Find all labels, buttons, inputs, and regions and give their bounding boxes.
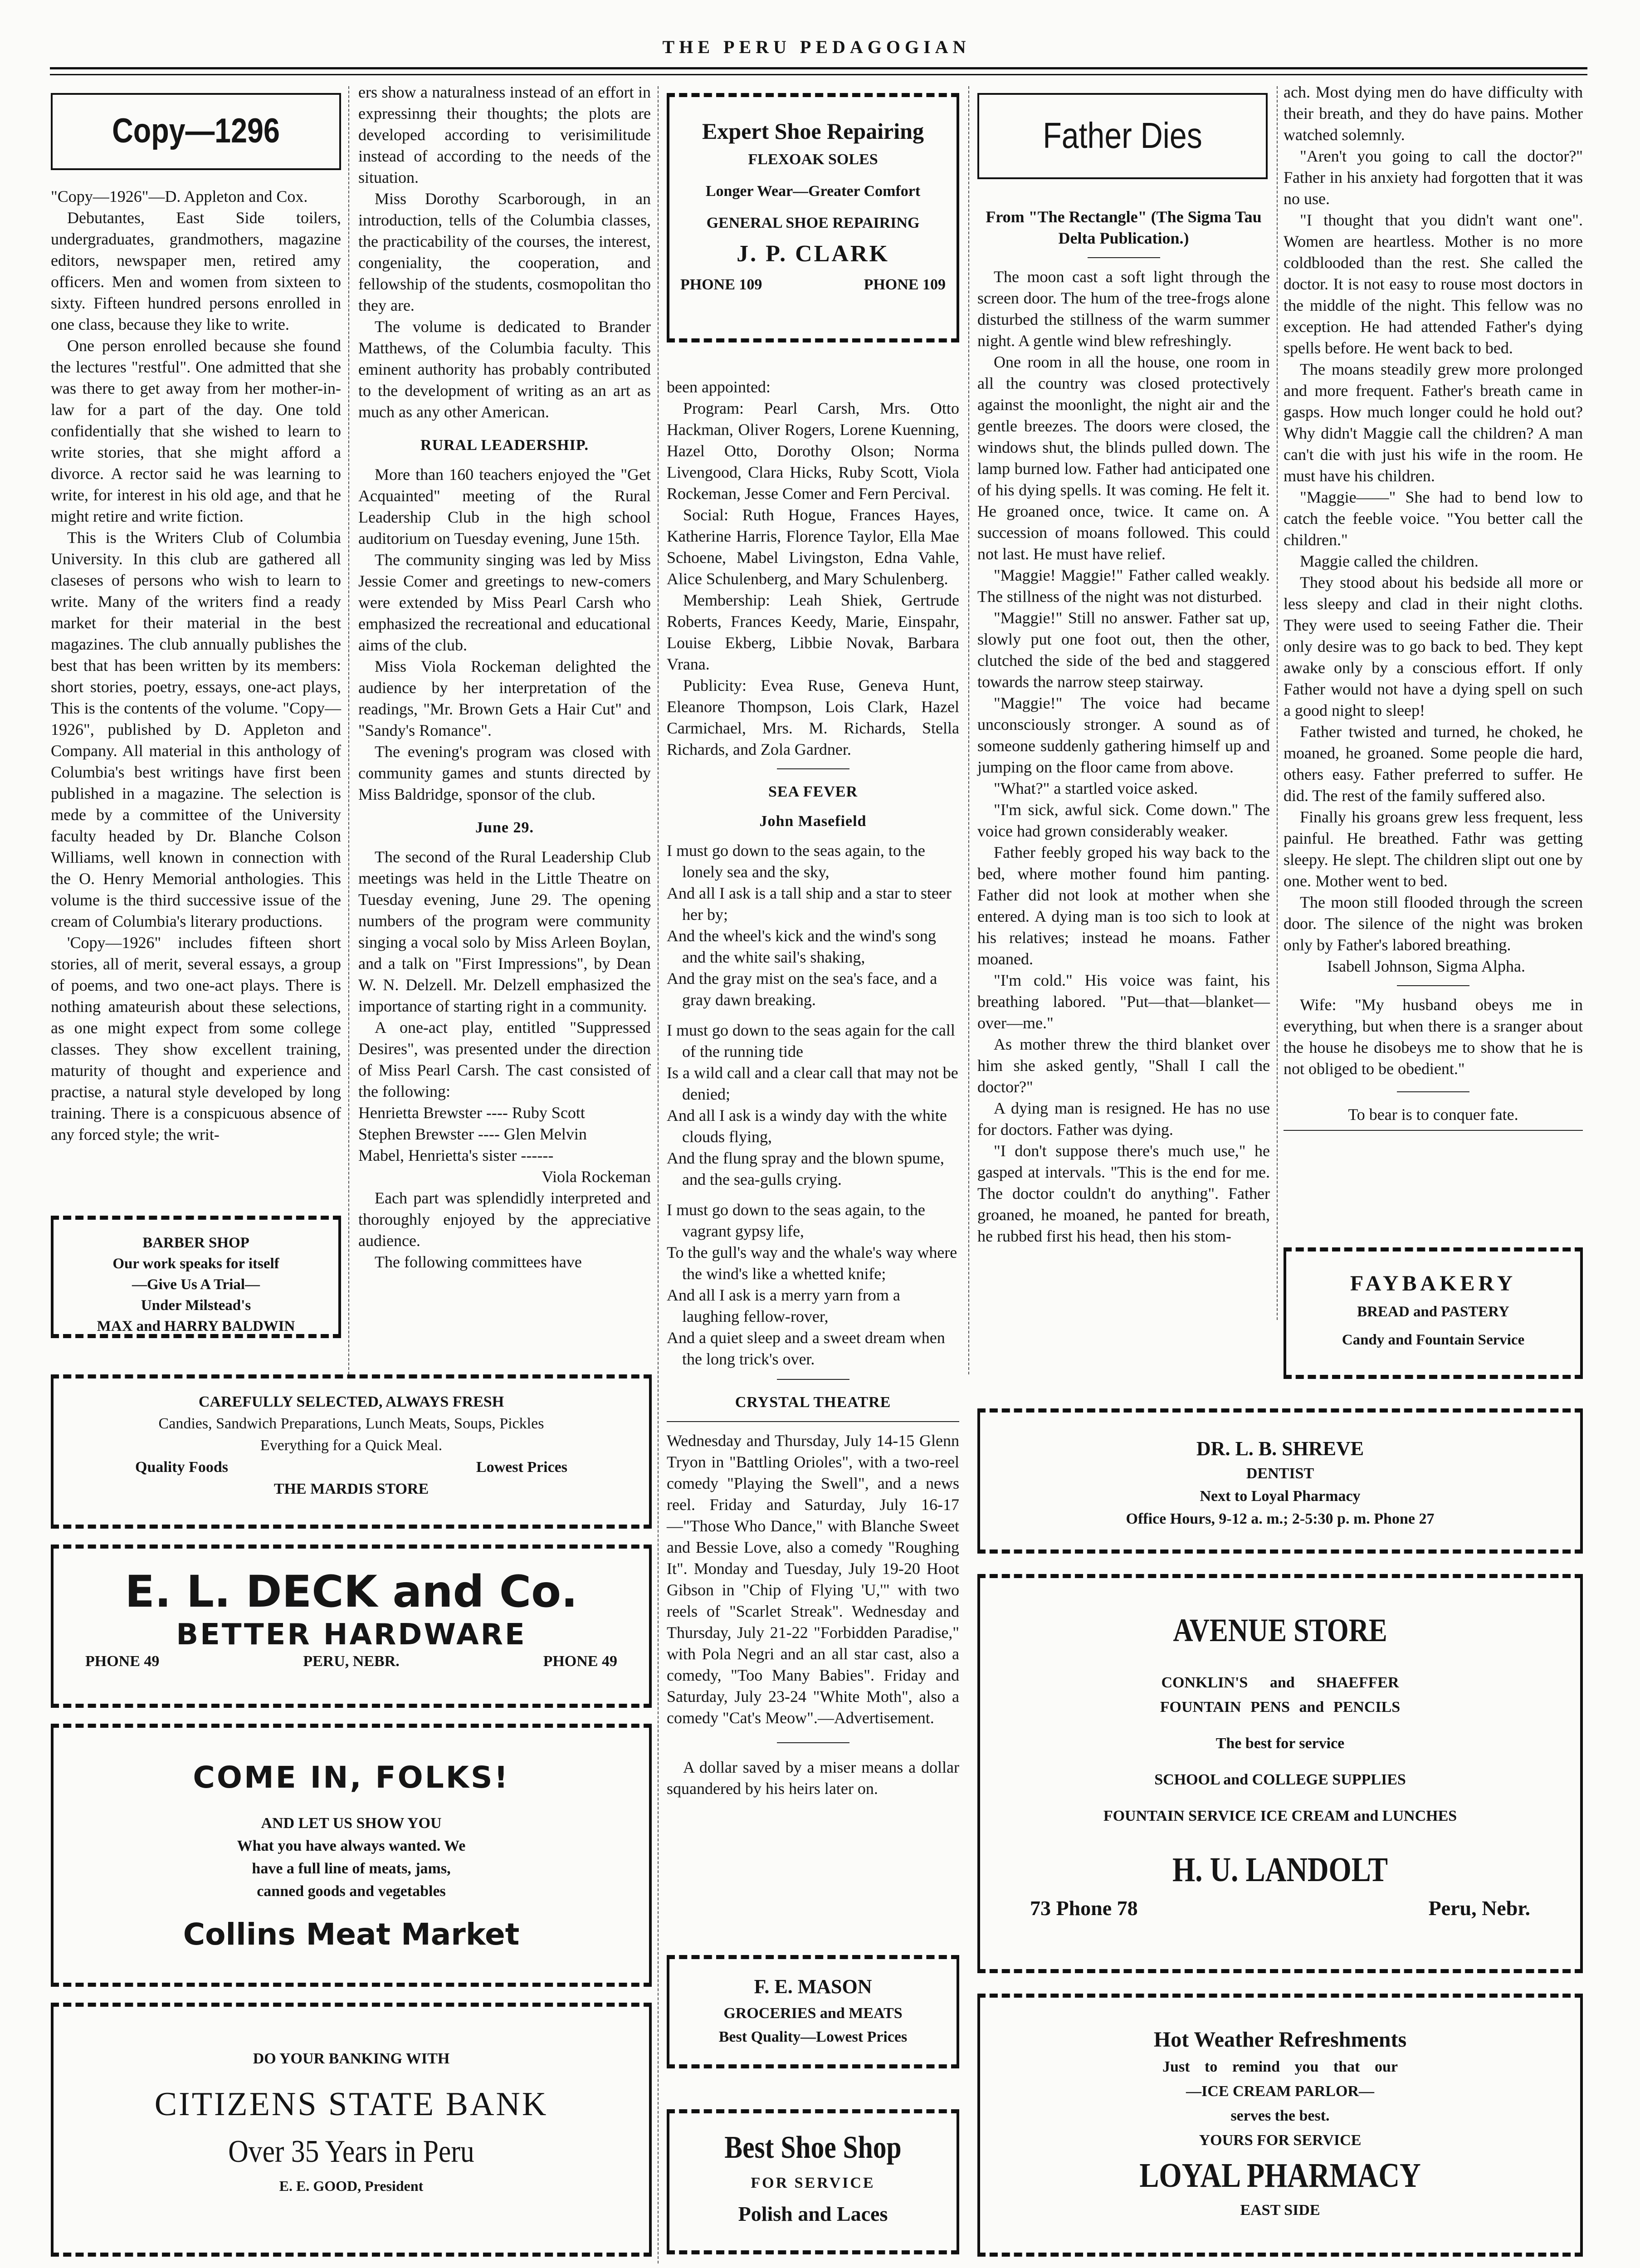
paragraph: As mother threw the third blanket over him she asked gently, "Shall I call the doctor?" xyxy=(977,1035,1270,1096)
separator xyxy=(777,1742,849,1743)
poem-line xyxy=(667,1285,959,1327)
poem-line-text: Is a wild call and a clear call that may not be denied; xyxy=(667,1064,958,1103)
ad-line: Over 35 Years in Peru xyxy=(228,2134,474,2169)
ad-line: FOUNTAIN PENS and PENCILS xyxy=(1160,1699,1401,1716)
separator xyxy=(1397,985,1469,986)
ad-line: What you have always wanted. We xyxy=(237,1838,466,1854)
paragraph: The evening's program was closed with community games and stunts directed by Miss Baldridge, sponsor of the club. xyxy=(358,743,651,803)
paragraph: The moans steadily grew more prolonged and more frequent. Father's breath came in gasps. How much longer could he hold out? Why didn't Maggie call the children? A man can't die with just his wife in the room. He must have his children. xyxy=(1284,360,1583,485)
ad-phone: PHONE 49 xyxy=(85,1653,160,1670)
paragraph: The moon still flooded through the screen door. The silence of the night was broken only by Father's labored breathing. xyxy=(1284,893,1583,954)
ad-line: FOUNTAIN SERVICE ICE CREAM and LUNCHES xyxy=(1103,1808,1457,1824)
poem-line xyxy=(667,1105,959,1148)
column-5 xyxy=(1284,82,1583,1139)
article-title: Father Dies xyxy=(1043,115,1202,156)
ad-line: —ICE CREAM PARLOR— xyxy=(1186,2083,1374,2100)
ad-title: Hot Weather Refreshments xyxy=(1153,2028,1407,2052)
ad-line: Quality Foods xyxy=(135,1459,228,1476)
section-heading: SEA FEVER xyxy=(768,783,858,800)
poem-line xyxy=(667,1242,959,1285)
poem-line-text: And all I ask is a windy day with the white clouds flying, xyxy=(667,1106,947,1146)
paragraph: One room in all the house, one room in all the country was closed protectively against the moonlight, the night air and the gentle breezes. The doors were closed, the windows shut, the blinds pulled down. The lamp burned low. Father had anticipated one of his dying spells. It was coming. He felt it. He groaned once, twice. It came on. A succession of moans followed. This could not last. He must have relief. xyxy=(977,353,1270,563)
paragraph: Miss Viola Rockeman delighted the audience by her interpretation of the readings, "Mr. Brown Gets a Hair Cut" and "Sandy's Romance". xyxy=(358,657,651,739)
ad-line: canned goods and vegetables xyxy=(257,1883,446,1900)
ad-name: Best Shoe Shop xyxy=(724,2130,902,2165)
paragraph: "I don't suppose there's much use," he gasped at intervals. "This is the end for me. The doctor couldn't do anything". Father groaned, he moaned, he panted for breath, he rubbed first his head, then his stom- xyxy=(977,1142,1270,1245)
section-heading: RURAL LEADERSHIP. xyxy=(420,437,589,454)
copy-article xyxy=(51,186,341,1145)
article-source: From "The Rectangle" (The Sigma Tau Delta Publication.) xyxy=(986,208,1262,247)
poem-line xyxy=(667,925,959,968)
ad-phone: 73 Phone 78 xyxy=(1030,1897,1138,1920)
ad-line: BREAD and PASTERY xyxy=(1357,1304,1509,1320)
ad-name: DR. L. B. SHREVE xyxy=(1196,1437,1364,1460)
ad-row xyxy=(980,1895,1580,1922)
ad-line: Just to remind you that our xyxy=(1162,2058,1398,2075)
ad-subtitle: BETTER HARDWARE xyxy=(176,1618,527,1652)
poem-line xyxy=(667,1327,959,1370)
paragraph: The community singing was led by Miss Jessie Comer and greetings to new-comers were extended by Miss Pearl Carsh who emphasized the recreational and educational aims of the club. xyxy=(358,551,651,654)
poem-line xyxy=(667,883,959,925)
ad-line: Polish and Laces xyxy=(738,2202,888,2225)
paragraph: The moon cast a soft light through the screen door. The hum of the tree-frogs alone disturbed the stillness of the warm summer night. A gentle wind blew refreshingly. xyxy=(977,268,1270,350)
poem-line xyxy=(667,1062,959,1105)
paragraph: A one-act play, entitled "Suppressed Desires", was presented under the direction of Miss Pearl Carsh. The cast consisted of the following: xyxy=(358,1018,651,1100)
poem-line-text: And the flung spray and the blown spume, and the sea-gulls crying. xyxy=(667,1149,944,1188)
ad-phone: PHONE 109 xyxy=(864,276,946,293)
ad-line: Best Quality—Lowest Prices xyxy=(718,2028,908,2045)
column-rule xyxy=(348,86,349,1374)
poem-line-text: And a quiet sleep and a sweet dream when the long trick's over. xyxy=(667,1329,945,1368)
mardis-store-ad xyxy=(51,1374,652,1529)
ad-line: Under Milstead's xyxy=(141,1297,251,1314)
paragraph: ers show a naturalness instead of an effort in expressinng their thoughts; the plots are developed according to verisimilitude instead of according to the needs of the situation. xyxy=(358,83,651,186)
poem xyxy=(667,840,959,1370)
poem-line-text: I must go down to the seas again for the call of the running tide xyxy=(667,1021,955,1061)
poem-line xyxy=(667,1148,959,1190)
paragraph: "Aren't you going to call the doctor?" Father in his anxiety had forgotten that it was no use. xyxy=(1284,147,1583,208)
paragraph: Membership: Leah Shiek, Gertrude Roberts, Frances Keedy, Marie, Einspahr, Louise Ekberg, Libbie Novak, Barbara Vrana. xyxy=(667,591,959,673)
ad-town: PERU, NEBR. xyxy=(303,1653,400,1670)
ad-line: Candy and Fountain Service xyxy=(1342,1332,1525,1348)
paragraph: "Maggie! Maggie!" Father called weakly. The stillness of the night was not disturbed. xyxy=(977,566,1270,606)
ad-name: J. P. CLARK xyxy=(737,241,889,267)
paragraph: Each part was splendidly interpreted and thoroughly enjoyed by the appreciative audience. xyxy=(358,1189,651,1250)
poem-line-text: And all I ask is a tall ship and a star to steer her by; xyxy=(667,884,952,924)
poem-line-text: I must go down to the seas again, to the lonely sea and the sky, xyxy=(667,841,925,881)
ad-line: DO YOUR BANKING WITH xyxy=(253,2050,450,2067)
ad-line: Everything for a Quick Meal. xyxy=(260,1437,443,1454)
paragraph: Finally his groans grew less frequent, less painful. He breathed. Fathr was getting sleepy. He slept. The children slipt out one by one. Mother went to bed. xyxy=(1284,808,1583,890)
ad-name: E. L. DECK and Co. xyxy=(125,1566,578,1617)
paragraph: ach. Most dying men do have difficulty with their breath, and they do have pains. Mother watched solemnly. xyxy=(1284,83,1583,144)
paragraph: 'Copy—1926" includes fifteen short stories, all of merit, several essays, a group of poems, and two one-act plays. There is nothing amateurish about these selections, as one might expect from some college classes. They show excellent training, maturity of thought and experience and practise, a natural style developed by long training. There is a conspicuous absence of any forced style; the writ- xyxy=(51,934,341,1144)
ad-title: COME IN, FOLKS! xyxy=(193,1760,510,1795)
section-heading: CRYSTAL THEATRE xyxy=(735,1394,891,1411)
paragraph: "Maggie——" She had to bend low to catch the feeble voice. "You better call the children." xyxy=(1284,488,1583,549)
copy-title-box xyxy=(51,93,341,170)
paragraph: Miss Dorothy Scarborough, in an introduction, tells of the Columbia classes, the practicability of the courses, the interest, congeniality, the cooperation, and fellowship of the students, cosmopolitan tho they are. xyxy=(358,190,651,314)
poem-line-text: And the gray mist on the sea's face, and a gray dawn breaking. xyxy=(667,969,937,1009)
shreve-dentist-ad xyxy=(977,1408,1583,1554)
poem-line xyxy=(667,1199,959,1242)
ad-owner: H. U. LANDOLT xyxy=(1172,1851,1388,1889)
paragraph: Wednesday and Thursday, July 14-15 Glenn Tryon in "Battling Orioles", with a two-reel comedy "Playing the Swell", and a news reel. Friday and Saturday, July 16-17—"Those Who Dance," with Blanche Sweet and Bessie Love, also a comedy "Roughing It". Monday and Tuesday, July 19-20 Hoot Gibson in "Chip of Flying 'U,'" with two reels of "Scarlet Streak". Wednesday and Thursday, July 21-22 "Forbidden Paradise," with Pola Negri and an all star cast, also a comedy, "Too Many Babies". Friday and Saturday, July 23-24 "White Moth", also a comedy "Cat's Meow".—Advertisement. xyxy=(667,1432,959,1727)
father-dies-article xyxy=(977,206,1270,1247)
ad-row xyxy=(54,1457,649,1478)
barber-ad xyxy=(51,1216,341,1338)
ad-line: Next to Loyal Pharmacy xyxy=(1200,1488,1361,1505)
best-shoe-shop-ad xyxy=(667,2109,959,2254)
ad-phone-row xyxy=(669,272,957,298)
paragraph: Father twisted and turned, he choked, he moaned, he groaned. Some people die hard, others easy. Father preferred to suffer. He did. The rest of the family suffered also. xyxy=(1284,723,1583,805)
ad-line: GENERAL SHOE REPAIRING xyxy=(706,215,920,231)
section-heading: June 29. xyxy=(475,819,534,836)
ad-line: EAST SIDE xyxy=(1240,2202,1320,2219)
paragraph: "Copy—1926"—D. Appleton and Cox. xyxy=(51,187,308,205)
ad-line: Candies, Sandwich Preparations, Lunch Meats, Soups, Pickles xyxy=(158,1415,544,1432)
paragraph: Program: Pearl Carsh, Mrs. Otto Hackman, Oliver Rogers, Lorene Kuenning, Hazel Otto, Dorothy Olson; Norma Livengood, Clara Hicks, Ruby Scott, Viola Rockeman, Jesse Comer and Fern Percival. xyxy=(667,399,959,503)
poem-stanza xyxy=(667,840,959,1011)
separator xyxy=(1088,257,1160,258)
poem-stanza xyxy=(667,1020,959,1190)
ad-name: CITIZENS STATE BANK xyxy=(154,2086,548,2123)
cast-line: Mabel, Henrietta's sister ------ xyxy=(358,1146,554,1164)
shoe-repair-ad xyxy=(667,93,959,342)
father-title-box xyxy=(977,93,1268,179)
paragraph: They stood about his bedside all more or less sleepy and clad in their night cloths. They were used to seeing Father die. Their only desire was to go back to bed. They kept awake only by a conscious effort. If only Father would not have a dying spell on such a good night to sleep! xyxy=(1284,573,1583,719)
paragraph: The following committees have xyxy=(375,1253,582,1271)
paragraph: Maggie called the children. xyxy=(1300,552,1479,570)
paragraph: To bear is to conquer fate. xyxy=(1348,1105,1518,1124)
column-3 xyxy=(667,376,959,1799)
paragraph: A dying man is resigned. He has no use for doctors. Father was dying. xyxy=(977,1099,1270,1139)
separator xyxy=(1397,1091,1469,1092)
column-2 xyxy=(358,82,651,1273)
poem-line-text: I must go down to the seas again, to the vagrant gypsy life, xyxy=(667,1201,925,1240)
ad-line: E. E. GOOD, President xyxy=(279,2178,424,2194)
poem-line-text: And the wheel's kick and the wind's song and the white sail's shaking, xyxy=(667,927,936,966)
ad-line: CAREFULLY SELECTED, ALWAYS FRESH xyxy=(198,1393,504,1410)
separator xyxy=(667,1421,959,1422)
poem-line xyxy=(667,840,959,883)
cast-line: Henrietta Brewster ---- Ruby Scott xyxy=(358,1104,585,1122)
ad-line: AND LET US SHOW YOU xyxy=(261,1815,442,1832)
avenue-store-ad xyxy=(977,1574,1583,1973)
ad-line: BARBER SHOP xyxy=(142,1235,249,1251)
ad-line: DENTIST xyxy=(1246,1465,1314,1482)
paragraph: The second of the Rural Leadership Club meetings was held in the Little Theatre on Tuesday evening, June 29. The opening numbers of the program were community singing a vocal solo by Miss Arleen Boylan, and a talk on "First Impressions", by Dean W. N. Delzell. Mr. Delzell emphasized the importance of starting right in a community. xyxy=(358,848,651,1015)
paragraph: "What?" a startled voice asked. xyxy=(994,779,1198,797)
ad-line: serves the best. xyxy=(1230,2107,1330,2124)
ad-phone: PHONE 49 xyxy=(543,1653,617,1670)
paragraph: been appointed: xyxy=(667,378,771,396)
poem-line xyxy=(667,1020,959,1062)
ad-name: FAYBAKERY xyxy=(1350,1271,1517,1295)
paragraph: A dollar saved by a miser means a dollar squandered by his heirs later on. xyxy=(667,1758,959,1798)
poem-line-text: And all I ask is a merry yarn from a laughing fellow-rover, xyxy=(667,1286,900,1325)
paragraph: More than 160 teachers enjoyed the "Get Acquainted" meeting of the Rural Leadership Club in the high school auditorium on Tuesday evening, June 15th. xyxy=(358,465,651,547)
paragraph: The volume is dedicated to Brander Matthews, of the Columbia faculty. This eminent authority has probably contributed to the development of writing as an art as much as any other American. xyxy=(358,318,651,421)
poem-author: John Masefield xyxy=(759,813,867,830)
article-title: Copy—1296 xyxy=(112,112,280,150)
paragraph: Publicity: Evea Ruse, Geneva Hunt, Eleanore Thompson, Lois Clark, Hazel Carmichael, Mrs. M. Richards, Stella Richards, and Zola Gardner. xyxy=(667,676,959,758)
ad-line: SCHOOL and COLLEGE SUPPLIES xyxy=(1154,1771,1406,1788)
ad-line: The best for service xyxy=(1215,1735,1345,1752)
ad-line: have a full line of meats, jams, xyxy=(252,1860,451,1877)
ad-name: AVENUE STORE xyxy=(1173,1612,1387,1648)
paragraph: Debutantes, East Side toilers, undergraduates, grandmothers, magazine editors, newspaper men, retired amy officers. Men and women from sixteen to sixty. Fifteen hundred persons enrolled in one class, because they like to write. xyxy=(51,209,341,333)
separator xyxy=(777,1379,849,1380)
ad-row xyxy=(54,1653,649,1670)
ad-line: THE MARDIS STORE xyxy=(273,1481,429,1497)
ad-name: F. E. MASON xyxy=(754,1975,872,1998)
cast-line: Stephen Brewster ---- Glen Melvin xyxy=(358,1125,587,1143)
paragraph: "Maggie!" The voice had became unconsciously stronger. A sound as of someone suddenly gathering himself up and jumping on the floor came from above. xyxy=(977,694,1270,776)
top-rule xyxy=(50,67,1587,75)
separator xyxy=(1284,1130,1583,1131)
ad-line: YOURS FOR SERVICE xyxy=(1199,2132,1362,2149)
ad-line: CONKLIN'S and SHAEFFER xyxy=(1161,1674,1399,1691)
ad-line: MAX and HARRY BALDWIN xyxy=(97,1318,295,1334)
faybakery-ad xyxy=(1284,1247,1583,1379)
cast-line: Viola Rockeman xyxy=(542,1168,651,1186)
paragraph: This is the Writers Club of Columbia University. In this club are gathered all claseses of persons who wish to learn to write. Many of the writers find a ready market for their material in the best magazines. The club annually publishes the best that has been written by its members: short stories, poetry, essays, one-act plays, This is the contents of the volume. "Copy—1926", published by D. Appleton and Company. All material in this anthology of Columbia's best writings have first been published in a magazine. The selection is mede by a committee of the University faculty headed by Dr. Blanche Colson Williams, well known in connection with the O. Henry Memorial anthologies. This volume is the third successive issue of the cream of Columbia's literary productions. xyxy=(51,528,341,930)
paragraph: Father feebly groped his way back to the bed, where mother found him panting. Father did not look at mother when she entered. A dying man is too sich to look at his relatives; instead he moans. Father moaned. xyxy=(977,843,1270,968)
column-rule xyxy=(658,86,659,2263)
poem-line-text: To the gull's way and the whale's way where the wind's like a whetted knife; xyxy=(667,1243,957,1283)
paragraph: One person enrolled because she found the lectures "restful". One admitted that she was there to get away from her mother-in-law for a part of the day. One told confidentially that she wished to learn to write stories, that she might afford a divorce. A rector said he was learning to write, for interest in his old age, and that he might retire and write fiction. xyxy=(51,337,341,525)
paragraph: "I'm cold." His voice was faint, his breathing labored. "Put—that—blanket—over—me." xyxy=(977,971,1270,1032)
paragraph: "I thought that you didn't want one". Women are heartless. Mother is no more coldblooded than the rest. She called the doctor. It is not easy to rouse most doctors in the middle of the night. This fellow was no exception. He had attended Father's dying spells before. He went back to bed. xyxy=(1284,211,1583,357)
ad-line: Our work speaks for itself xyxy=(112,1256,279,1272)
ad-name: LOYAL PHARMACY xyxy=(1139,2156,1421,2195)
separator xyxy=(777,768,849,769)
loyal-pharmacy-ad xyxy=(977,1994,1583,2257)
ad-line: —Give Us A Trial— xyxy=(132,1276,260,1293)
masthead: THE PERU PEDAGOGIAN xyxy=(662,37,971,57)
ad-line: FOR SERVICE xyxy=(751,2175,875,2191)
paragraph: "Maggie!" Still no answer. Father sat up, slowly put one foot out, then the other, clutched the side of the bed and staggered towards the narrow steep stairway. xyxy=(977,609,1270,691)
citizens-bank-ad xyxy=(51,2003,652,2257)
column-rule xyxy=(968,86,969,1374)
deck-hardware-ad xyxy=(51,1545,652,1708)
poem-stanza xyxy=(667,1199,959,1370)
ad-title: Expert Shoe Repairing xyxy=(702,118,924,144)
paragraph: Social: Ruth Hogue, Frances Hayes, Katherine Harris, Florence Taylor, Ella Mae Schoene, Mabel Livingston, Edna Vahle, Alice Schulenberg, and Mary Schulenberg. xyxy=(667,506,959,588)
ad-line: Office Hours, 9-12 a. m.; 2-5:30 p. m. Phone 27 xyxy=(1126,1510,1435,1527)
paragraph: Wife: "My husband obeys me in everything, but when there is a sranger about the house he disobeys me to show that he is not obliged to be obedient." xyxy=(1284,996,1583,1078)
ad-line: FLEXOAK SOLES xyxy=(748,151,878,168)
ad-line: GROCERIES and MEATS xyxy=(723,2005,903,2022)
signature: Isabell Johnson, Sigma Alpha. xyxy=(1327,957,1525,975)
ad-town: Peru, Nebr. xyxy=(1428,1897,1530,1920)
ad-phone: PHONE 109 xyxy=(680,276,762,293)
poem-line xyxy=(667,968,959,1011)
paragraph: "I'm sick, awful sick. Come down." The voice had grown considerably weaker. xyxy=(977,801,1270,840)
ad-line: Lowest Prices xyxy=(476,1459,567,1476)
ad-line: Longer Wear—Greater Comfort xyxy=(705,183,921,200)
column-rule xyxy=(1277,86,1278,1320)
ad-name: Collins Meat Market xyxy=(183,1917,520,1952)
collins-meat-market-ad xyxy=(51,1724,652,1987)
mason-ad xyxy=(667,1955,959,2068)
